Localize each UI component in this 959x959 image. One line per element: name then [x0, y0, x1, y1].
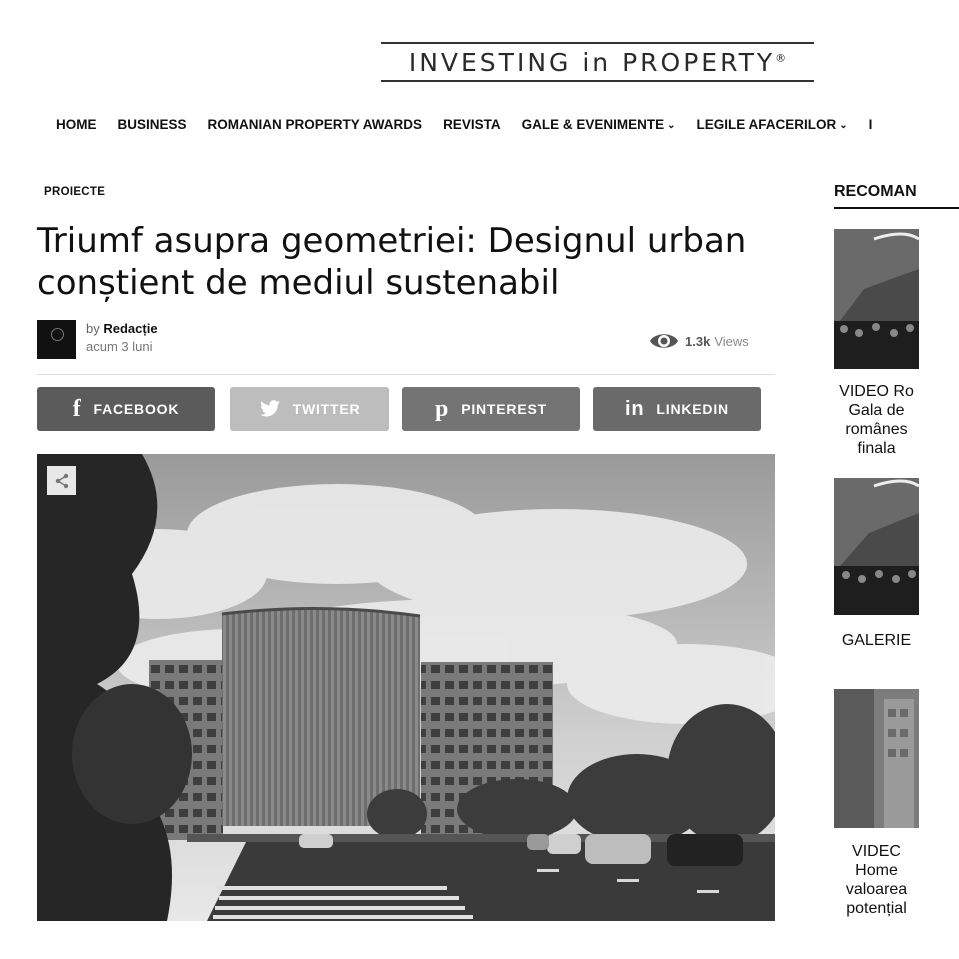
linkedin-icon: in [625, 397, 645, 420]
share-twitter-button[interactable] [230, 387, 389, 431]
share-linkedin-label: LINKEDIN [656, 401, 729, 417]
image-share-button[interactable] [47, 466, 76, 495]
sidebar-item-title-line: valoarea [845, 881, 908, 898]
share-icon [54, 473, 70, 489]
share-facebook-button[interactable] [37, 387, 215, 431]
site-logo[interactable] [381, 42, 814, 82]
views-label: Views [714, 333, 749, 349]
sidebar-item-title-line: VIDEO Ro [839, 383, 914, 400]
share-facebook-label: FACEBOOK [93, 401, 180, 417]
sidebar-item-thumbnail[interactable] [834, 478, 919, 615]
twitter-icon [259, 400, 281, 418]
share-pinterest-label: PINTEREST [461, 401, 547, 417]
author-name[interactable]: Redacție [103, 321, 158, 336]
registered-mark: ® [775, 51, 787, 65]
category-link[interactable]: PROIECTE [44, 186, 106, 198]
divider [37, 374, 775, 375]
views-counter [649, 330, 749, 352]
nav-item-gale-evenimente[interactable] [522, 117, 676, 132]
sidebar-item-title-line: Gala de [848, 402, 905, 419]
nav-item-business[interactable]: BUSINESS [117, 117, 187, 132]
sidebar-item-title-line: VIDEC [852, 843, 901, 860]
chevron-down-icon: ⌄ [667, 120, 676, 131]
author-byline [86, 321, 158, 336]
nav-item-revista[interactable]: REVISTA [443, 117, 501, 132]
share-twitter-label: TWITTER [292, 401, 361, 417]
eye-icon [649, 330, 679, 352]
views-count: 1.3k [685, 333, 711, 349]
chevron-down-icon: ⌄ [839, 120, 848, 131]
sidebar-item-title-line: românes [845, 421, 908, 438]
nav-item-romanian-property-awards[interactable]: ROMANIAN PROPERTY AWARDS [207, 117, 423, 132]
sidebar-item-thumbnail[interactable] [834, 689, 919, 828]
article-title: Triumf asupra geometriei: Designul urban conștient de mediul sustenabil [37, 221, 747, 303]
sidebar-item-title[interactable] [834, 842, 919, 918]
sidebar-item-title[interactable] [834, 631, 919, 650]
sidebar-item-title[interactable] [834, 382, 919, 458]
logo-text: INVESTING in PROPERTY [408, 47, 776, 77]
author-avatar[interactable] [37, 320, 76, 359]
nav-item-legile-afacerilor-label: LEGILE AFACERILOR [696, 117, 837, 132]
nav-item-truncated[interactable]: I [868, 117, 873, 132]
sidebar-item-thumbnail[interactable] [834, 229, 919, 369]
sidebar-item-title-line: GALERIE [841, 632, 912, 649]
byline-prefix: by [86, 321, 100, 336]
facebook-icon: f [72, 395, 82, 422]
share-pinterest-button[interactable] [402, 387, 580, 431]
sidebar-heading: RECOMAN [834, 183, 959, 209]
article-featured-image[interactable] [37, 454, 775, 921]
nav-item-legile-afacerilor[interactable] [696, 117, 847, 132]
sidebar-item-title-line: Home [855, 862, 898, 879]
share-linkedin-button[interactable] [593, 387, 761, 431]
nav-item-home[interactable]: HOME [56, 117, 97, 132]
pinterest-icon: p [435, 395, 450, 422]
sidebar-item-title-line: potențial [846, 900, 907, 917]
publish-date: acum 3 luni [86, 339, 153, 354]
nav-item-gale-evenimente-label: GALE & EVENIMENTE [521, 117, 665, 132]
main-nav [56, 116, 959, 136]
sidebar-item-title-line: finala [857, 440, 896, 457]
